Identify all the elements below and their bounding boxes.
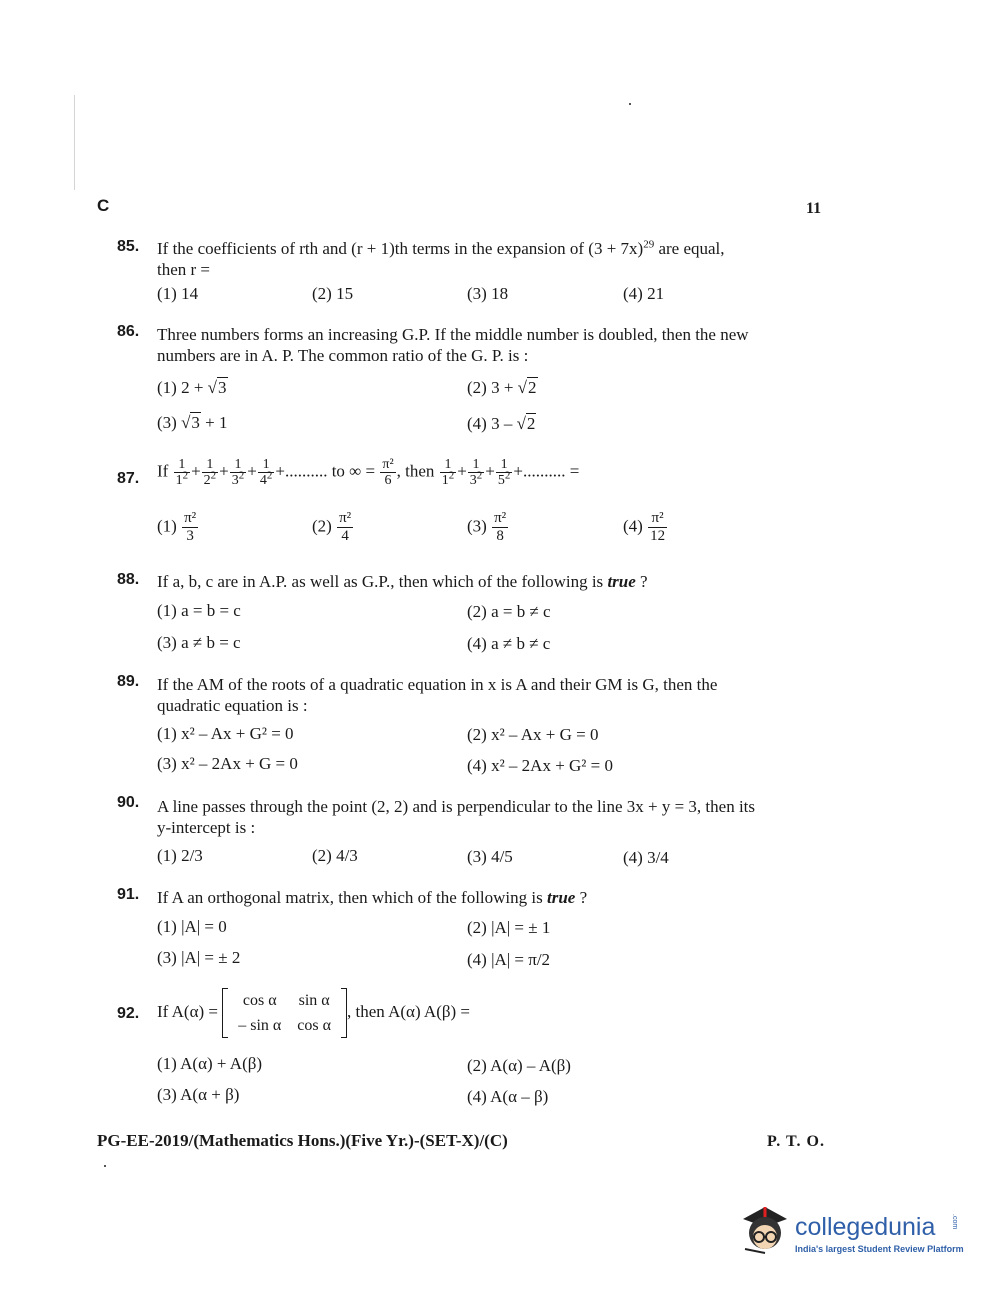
option: (1) a = b = c [157, 601, 241, 620]
scan-mark [74, 95, 75, 190]
paper-code: PG-EE-2019/(Mathematics Hons.)(Five Yr.)-(SET-X)/(C) [97, 1131, 508, 1150]
mascot-icon [735, 1197, 795, 1257]
option: (4) |A| = π/2 [467, 950, 551, 969]
option: (2) 4/3 [312, 846, 358, 865]
question-text: Three numbers forms an increasing G.P. If the middle number is doubled, then the new [157, 325, 749, 344]
option: (3) |A| = ± 2 [157, 948, 241, 967]
option: (1) $\frac{\text{π²}}{3}$ [157, 510, 197, 544]
option: (3) x² – 2Ax + G = 0 [157, 754, 298, 773]
option: (1) A(α) + A(β) [157, 1054, 263, 1073]
watermark-logo: collegedunia [795, 1213, 936, 1241]
question-text: If the AM of the roots of a quadratic equation in x is A and their GM is G, then the [157, 675, 718, 694]
matrix-definition: If A(α) = cos α sin α – sin α cos α , then A(α) A(β) = [157, 988, 470, 1038]
option: (2) a = b ≠ c [467, 602, 551, 621]
question-number: 87. [117, 470, 140, 487]
option: (3) A(α + β) [157, 1085, 240, 1104]
question-text: If a, b, c are in A.P. as well as G.P., then which of the following is true ? [157, 572, 648, 591]
option: (2) 15 [312, 284, 354, 303]
option: (4) 3/4 [623, 848, 669, 867]
option: (3) a ≠ b = c [157, 633, 241, 652]
option: (2) x² – Ax + G = 0 [467, 725, 599, 744]
option: (4) a ≠ b ≠ c [467, 634, 551, 653]
question-number: 88. [117, 571, 140, 588]
scan-mark [629, 103, 631, 105]
option: (1) 2 + √3 [157, 378, 227, 397]
option: (3) $\frac{\text{π²}}{8}$ [467, 510, 507, 544]
series-equation: If $\frac{1}{1^2}$ + $\frac{1}{2^2}$ + $\frac{1}{3^2}$ + $\frac{1}{4^2}$ +.......... to ∞ = $\frac{\text{π²}}{6}$ , then $\frac{1}{1^2}$ + $\frac{1}{3^2}$ + $\frac{1}{5^2}$ +.......... = [157, 457, 580, 488]
page-number: 11 [806, 200, 822, 217]
option: (4) 3 – √2 [467, 414, 536, 433]
option: (1) 2/3 [157, 846, 203, 865]
question-text: y-intercept is : [157, 818, 256, 837]
option: (3) 4/5 [467, 847, 513, 866]
watermark-suffix: .com [951, 1214, 958, 1230]
watermark-tagline: India's largest Student Review Platform [795, 1244, 964, 1254]
question-text: A line passes through the point (2, 2) and is perpendicular to the line 3x + y = 3, then its [157, 797, 756, 816]
question-number: 86. [117, 323, 140, 340]
question-text: If the coefficients of rth and (r + 1)th terms in the expansion of $(3 + 7x)^{29}$ are equal, [157, 238, 725, 258]
question-number: 91. [117, 886, 140, 903]
option: (4) $\frac{\text{π²}}{12}$ [623, 510, 666, 544]
option: (4) A(α – β) [467, 1087, 549, 1106]
option: (1) x² – Ax + G² = 0 [157, 724, 294, 743]
option: (2) |A| = ± 1 [467, 918, 551, 937]
question-text: numbers are in A. P. The common ratio of the G. P. is : [157, 346, 529, 365]
option: (4) 21 [623, 284, 665, 303]
option: (3) √3 + 1 [157, 413, 228, 432]
matrix: cos α sin α – sin α cos α [222, 988, 347, 1038]
question-text: then r = [157, 260, 211, 279]
option: (1) 14 [157, 284, 199, 303]
option: (2) $\frac{\text{π²}}{4}$ [312, 510, 352, 544]
set-letter: C [97, 196, 110, 215]
question-text: quadratic equation is : [157, 696, 308, 715]
option: (4) x² – 2Ax + G² = 0 [467, 756, 613, 775]
option: (1) |A| = 0 [157, 917, 227, 936]
pto-label: P. T. O. [767, 1133, 825, 1150]
question-number: 90. [117, 794, 140, 811]
option: (3) 18 [467, 284, 509, 303]
scan-mark [104, 1165, 106, 1167]
question-number: 92. [117, 1005, 140, 1022]
option: (2) A(α) – A(β) [467, 1056, 571, 1075]
option: (2) 3 + √2 [467, 378, 537, 397]
question-text: If A an orthogonal matrix, then which of the following is true ? [157, 888, 588, 907]
question-number: 89. [117, 673, 140, 690]
question-number: 85. [117, 238, 140, 255]
